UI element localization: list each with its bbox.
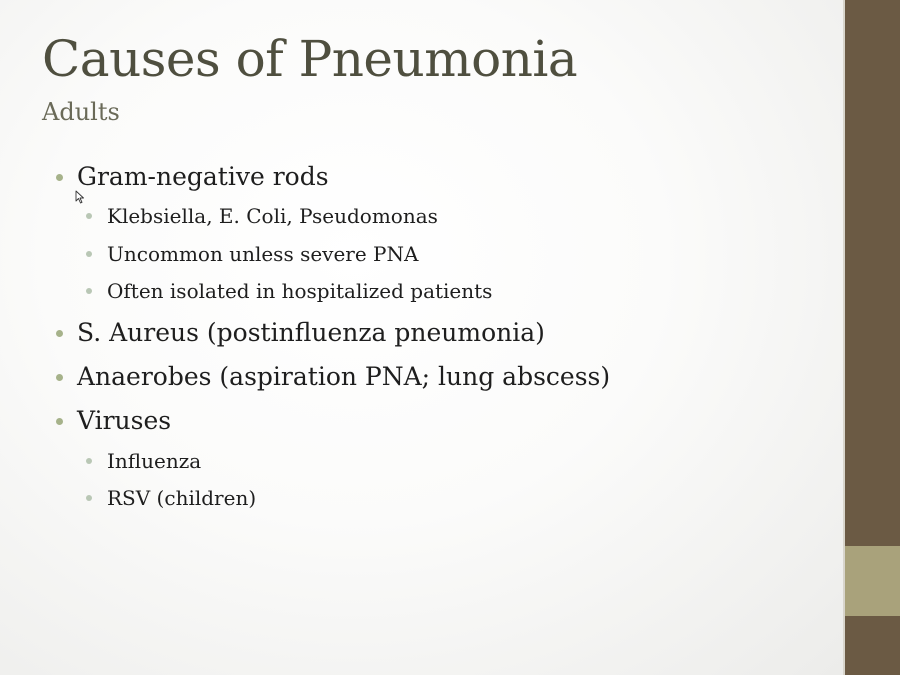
bullet-dot-icon [56,174,63,181]
slide-subtitle: Adults [42,98,120,126]
sub-bullet-item [107,277,492,305]
bullet-dot-icon [86,213,92,219]
sub-bullet-text: Klebsiella, E. Coli, Pseudomonas [107,204,438,228]
bullet-dot-icon [86,251,92,257]
bullet-item-viruses [77,404,171,438]
sub-bullet-item [107,240,418,268]
sub-bullet-text: RSV (children) [107,486,257,510]
bullet-text: S. Aureus (postinfluenza pneumonia) [77,318,545,347]
bullet-item-gram-negative-rods [77,160,329,194]
mouse-pointer-icon [75,190,85,204]
bullet-dot-icon [56,374,63,381]
sub-bullet-text: Uncommon unless severe PNA [107,242,419,266]
bullet-text: Viruses [77,406,172,435]
sub-bullet-item [107,447,201,475]
bullet-dot-icon [86,495,92,501]
bullet-item-anaerobes [77,360,610,394]
slide-title: Causes of Pneumonia [42,30,578,88]
sub-bullet-item [107,202,438,230]
sub-bullet-item [107,484,256,512]
bullet-dot-icon [56,330,63,337]
bullet-dot-icon [86,288,92,294]
bullet-dot-icon [86,458,92,464]
bullet-item-s-aureus [77,316,545,350]
bullet-text: Anaerobes (aspiration PNA; lung abscess) [77,362,611,391]
sidebar-accent-block [845,546,900,616]
bullet-dot-icon [56,418,63,425]
sub-bullet-text: Often isolated in hospitalized patients [107,279,493,303]
sub-bullet-text: Influenza [107,449,202,473]
decorative-sidebar [843,0,900,675]
bullet-text: Gram-negative rods [77,162,329,191]
